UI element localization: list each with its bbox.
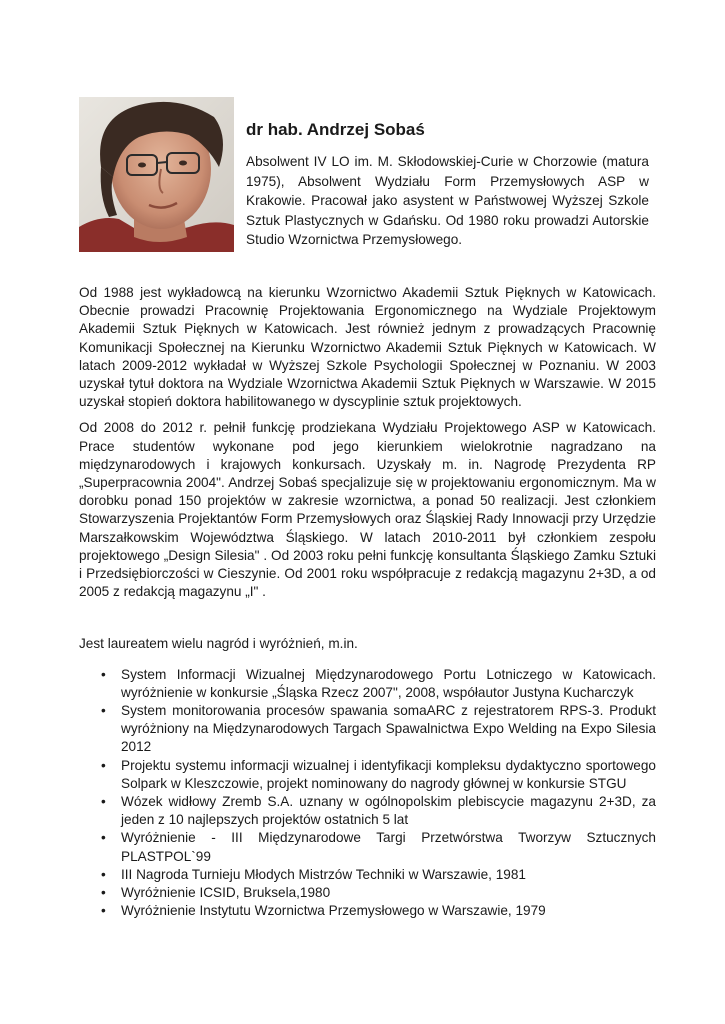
person-name: dr hab. Andrzej Sobaś	[246, 120, 425, 139]
list-item: • Wyróżnienie Instytutu Wzornictwa Przemysłowego w Warszawie, 1979	[79, 902, 656, 920]
bio-paragraph: Od 2008 do 2012 r. pełnił funkcję prodziekana Wydziału Projektowego ASP w Katowicach. Prace studentów wykonane pod jego kierunkiem wielokrotnie nagradzano na międzynarodowych i krajowych konkursach. Uzyskały m. in. Nagrodę Prezydenta RP „Superpracownia 2004". Andrzej Sobaś specjalizuje się w projektowaniu ergonomicznym. Ma w dorobku ponad 150 projektów w zakresie wzornictwa, a ponad 50 realizacji. Jest członkiem Stowarzyszenia Projektantów Form Przemysłowych oraz Śląskiej Rady Innowacji przy Urzędzie Marszałkowskim Województwa Śląskiego. W latach 2010-2011 był członkiem zespołu projektowego „Design Silesia" . Od 2003 roku pełni funkcję konsultanta Śląskiego Zamku Sztuki i Przedsiębiorczości w Cieszynie. Od 2001 roku współpracuje z redakcją magazynu 2+3D, a od 2005 z redakcją magazynu „I" .	[79, 420, 656, 600]
list-item: • Wyróżnienie - III Międzynarodowe Targi Przetwórstwa Tworzyw Sztucznych PLASTPOL`99	[101, 830, 656, 864]
intro-paragraph: Absolwent IV LO im. M. Skłodowskiej-Curie w Chorzowie (matura 1975), Absolwent Wydziału Form Przemysłowych ASP w Krakowie. Pracował jako asystent w Państwowej Wyższej Szkole Sztuk Plastycznych w Gdańsku. Od 1980 roku prowadzi Autorskie Studio Wzornictwa Przemysłowego.	[246, 154, 649, 247]
bullet-icon: •	[101, 794, 106, 810]
bullet-icon: •	[101, 666, 106, 682]
bullet-icon: •	[101, 830, 106, 846]
bullet-icon: •	[101, 885, 106, 901]
bullet-icon: •	[101, 703, 106, 719]
list-item: • Projektu systemu informacji wizualnej i identyfikacji kompleksu dydaktyczno sportowego Solpark w Kleszczowie, projekt nominowany do nagrody głównej w konkursie STGU	[101, 757, 656, 791]
bio-paragraph: Od 1988 jest wykładowcą na kierunku Wzornictwo Akademii Sztuk Pięknych w Katowicach. Obecnie prowadzi Pracownię Projektowania Ergonomicznego na Wydziale Projektowym Akademii Sztuk Pięknych w Katowicach. Jest również jednym z prowadzących Pracownię Komunikacji Społecznej na Kierunku Wzornictwo Akademii Sztuk Pięknych w Katowicach. W latach 2009-2012 wykładał w Wyższej Szkole Psychologii Społecznej w Poznaniu. W 2003 uzyskał tytuł doktora na Wydziale Wzornictwa Akademii Sztuk Pięknych w Warszawie. W 2015 uzyskał stopień doktora habilitowanego w dyscyplinie sztuk projektowych.	[79, 285, 656, 410]
list-item: • System Informacji Wizualnej Międzynarodowego Portu Lotniczego w Katowicach. wyróżnienie w konkursie „Śląska Rzecz 2007", 2008, współautor Justyna Kucharczyk	[101, 666, 656, 700]
awards-list	[79, 666, 656, 921]
bullet-icon: •	[101, 757, 106, 773]
list-item: • III Nagroda Turnieju Młodych Mistrzów Techniki w Warszawie, 1981	[79, 866, 656, 884]
portrait-photo	[79, 97, 234, 252]
list-item: • Wózek widłowy Zremb S.A. uznany w ogólnopolskim plebiscycie magazynu 2+3D, za jeden z 10 najlepszych projektów ostatnich 5 lat	[101, 794, 656, 828]
list-item: • Wyróżnienie ICSID, Bruksela,1980	[79, 884, 656, 902]
awards-heading: Jest laureatem wielu nagród i wyróżnień, m.in.	[79, 636, 358, 652]
bullet-icon: •	[101, 903, 106, 919]
list-item: • System monitorowania procesów spawania somaARC z rejestratorem RPS-3. Produkt wyróżniony na Międzynarodowych Targach Spawalnictwa Expo Welding na Expo Silesia 2012	[101, 703, 656, 755]
biography-body	[79, 284, 656, 921]
bullet-icon: •	[101, 866, 106, 882]
